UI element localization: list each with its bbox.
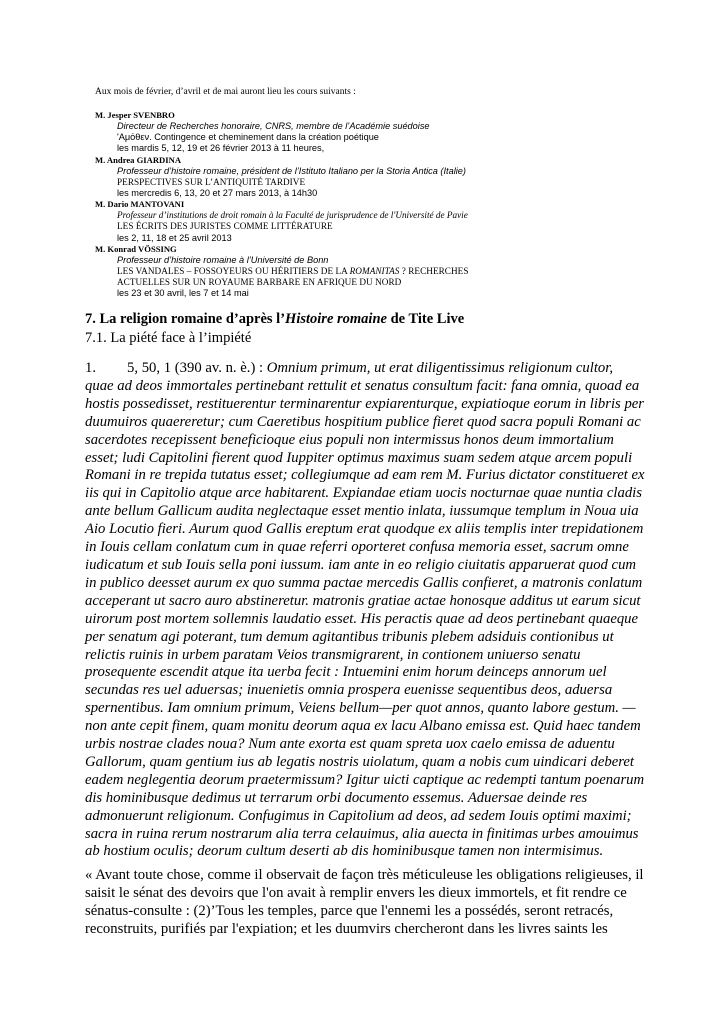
section-subheading: 7.1. La piété face à l’impiété [85,330,252,346]
latin-passage [85,360,645,861]
course-entry [95,199,535,244]
course-title: PERSPECTIVES SUR L’ANTIQUITÉ TARDIVE [117,176,306,187]
heading-part: de Tite Live [386,311,465,327]
course-dates: les mardis 5, 12, 19 et 26 février 2013 à 11 heures, [117,143,325,154]
heading-italic: Histoire romaine [285,311,387,327]
course-dates: les 23 et 30 avril, les 7 et 14 mai [117,288,249,299]
teacher-role: Professeur d’histoire romaine, président de l’Istituto Italiano per la Storia Antica (Italie) [117,165,466,176]
teacher-name: M. Jesper SVENBRO [95,110,175,120]
teacher-name: M. Konrad VÖSSING [95,243,177,254]
course-title: ʹΑμόθεν. Contingence et cheminement dans la création poétique [117,132,379,143]
passage-reference: 5, 50, 1 (390 av. n. è.) : [127,360,267,376]
course-title: LES ÉCRITS DES JURISTES COMME LITTÉRATURE [117,221,333,232]
latin-text: Omnium primum, ut erat diligentissimus religionum cultor, quae ad deos immortales pertinebant rettulit et senatus consultum facit: fana omnia, quoad ea hostis possedisset, restituerentur terminarentur expiarenturque, expiatioque eorum in libris per duumuiros quaereretur; cum Caeretibus hospitium publice fieret quod sacra populi Romani ac sacerdotes recepissent beneficioque eius populi non intermissus honos deum immortalium esset; ludi Capitolini fierent quod Iuppiter optimus maximus suam sedem atque arcem populi Romani in re trepida tutatus esset; collegiumque ad eam rem M. Furius dictator constitueret ex iis qui in Capitolio atque arce habitarent. Expiandae etiam uocis nocturnae quae nuntia cladis ante bellum Gallicum audita neglectaque esset mentio inlata, iussumque templum in Noua uia Aio Locutio fieri. Aurum quod Gallis ereptum erat quodque ex aliis templis inter trepidationem in Iouis cellam conlatum cum in quae referri oporteret confusa memoria esset, sacrum omne iudicatum et sub Iouis sella poni iussum. iam ante in eo religio ciuitatis apparuerat quod cum in publico deesset aurum ex quo summa pactae mercedis Gallis confieret, a matronis conlatum acceperant ut sacro auro abstineretur. matronis gratiae actae honosque additus ut earum sicut uirorum post mortem sollemnis laudatio esset. His peractis quae ad deos pertinebant quaeque per senatum agi poterant, tum demum agitantibus tribunis plebem adsiduis contionibus ut relictis ruinis in urbem paratam Veios transmigrarent, in contionem uniuerso senatu prosequente escendit atque ita uerba fecit : Intuemini enim horum deinceps annorum uel secundas res uel aduersas; inuenietis omnia prospera euenisse sequentibus deos, aduersa spernentibus. Iam omnium primum, Veiens bellum—per quot annos, quanto labore gestum. — non ante cepit finem, quam monitu deorum aqua ex lacu Albano emissa est. Quid haec tandem urbis nostrae clades noua? Num ante exorta est quam spreta uox caelo emissa de aduentu Gallorum, quam gentium ius ab legatis nostris uiolatum, quam a nobis cum uindicari deberet eadem neglegentia deorum praetermissum? Igitur uicti captique ac redempti tantum poenarum dis hominibusque dedimus ut terrarum orbi documento essemus. Aduersae deinde res admonuerunt religionum. Confugimus in Capitolium ad deos, ad sedem Iouis optimi maximi; sacra in ruina rerum nostrarum alia terra celauimus, alia auecta in finitimas urbes amouimus ab hostium oculis; deorum cultum deserti ab dis hominibusque tamen non intermisimus. [85,360,645,860]
passage-number: 1. [85,360,97,376]
course-title-part: ? RECHERCHES [399,266,469,277]
section-heading [85,311,464,328]
course-title-italic: ROMANITAS [349,266,400,277]
course-title-line2: ACTUELLES SUR UN ROYAUME BARBARE EN AFRIQUE DU NORD [117,277,402,288]
heading-part: 7. La religion romaine d’après l’ [85,311,286,327]
intro-line: Aux mois de février, d’avril et de mai auront lieu les cours suivants : [95,87,356,97]
teacher-role: Professeur d’institutions de droit romain à la Faculté de jurisprudence de l'Université de Pavie [117,210,468,221]
teacher-role: Directeur de Recherches honoraire, CNRS, membre de l’Académie suédoise [117,121,430,131]
teacher-name: M. Dario MANTOVANI [95,199,185,210]
course-list [95,110,535,300]
french-translation: « Avant toute chose, comme il observait de façon très méticuleuse les obligations religieuses, il saisit le sénat des devoirs que l'on avait à remplir envers les dieux immortels, et fit rendre ce sénatus-consulte : (2)’Tous les temples, parce que l'ennemi les a possédés, seront retracés, reconstruits, purifiés par l'expiation; et les duumvirs chercheront dans les livres saints les [85,867,644,937]
course-dates: les 2, 11, 18 et 25 avril 2013 [117,232,232,243]
course-title [95,266,535,277]
teacher-role: Professeur d’histoire romaine à l’Université de Bonn [117,254,329,265]
teacher-name: M. Andrea GIARDINA [95,154,182,165]
course-entry [95,155,535,200]
course-dates: les mercredis 6, 13, 20 et 27 mars 2013, à 14h30 [117,188,318,199]
course-title-part: LES VANDALES – FOSSOYEURS OU HÉRITIERS DE LA [117,266,350,277]
course-entry [95,110,535,155]
course-entry [95,244,535,300]
